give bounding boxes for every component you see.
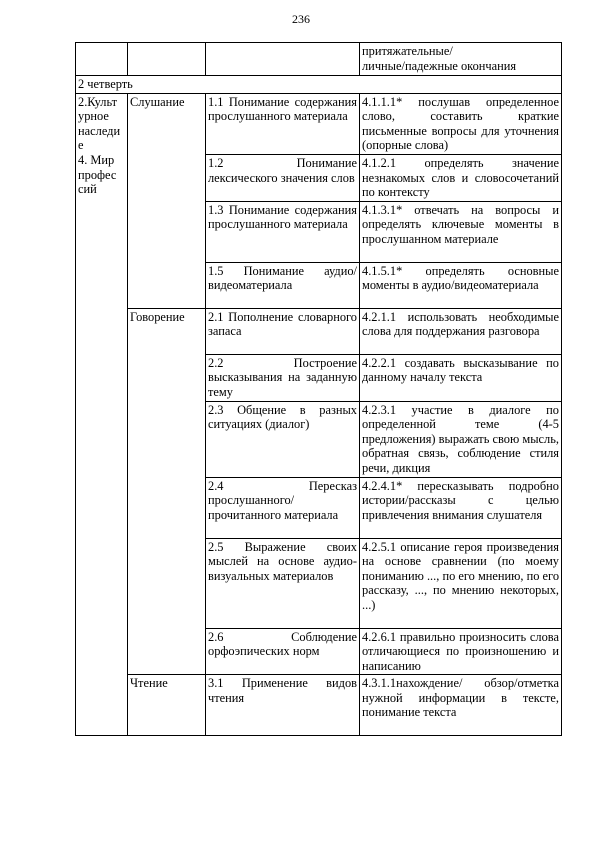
quarter-label: 2 четверть bbox=[76, 76, 562, 94]
theme-cell bbox=[76, 93, 128, 736]
subskill-cell: 2.2 Построение высказывания на заданную тему bbox=[206, 354, 360, 401]
page-number: 236 bbox=[292, 12, 310, 26]
table-cell bbox=[206, 43, 360, 76]
subskill-cell: 2.4 Пересказ прослушанного/прочитанного материала bbox=[206, 477, 360, 538]
table-row bbox=[76, 308, 562, 354]
theme-item: 2.Культ урное наследи е bbox=[78, 94, 121, 153]
table-row bbox=[76, 675, 562, 736]
table-cell bbox=[76, 43, 128, 76]
subskill-cell: 1.1 Понимание содержания прослушанного материала bbox=[206, 93, 360, 154]
subskill-cell: 2.5 Выражение своих мыслей на основе аудио-визуальных материалов bbox=[206, 538, 360, 628]
objective-cell: 4.2.4.1* пересказывать подробно истории/рассказы с целью привлечения внимания слушателя bbox=[360, 477, 562, 538]
table-row bbox=[76, 43, 562, 76]
subskill-cell: 1.2 Понимание лексического значения слов bbox=[206, 154, 360, 201]
subskill-cell: 2.3 Общение в разных ситуациях (диалог) bbox=[206, 401, 360, 477]
subskill-cell: 1.3 Понимание содержания прослушанного материала bbox=[206, 201, 360, 262]
table-row bbox=[76, 76, 562, 94]
curriculum-table bbox=[75, 42, 562, 736]
subskill-cell: 2.6 Соблюдение орфоэпических норм bbox=[206, 628, 360, 675]
subskill-cell: 2.1 Пополнение словарного запаса bbox=[206, 308, 360, 354]
objective-cell: 4.2.1.1 использовать необходимые слова для поддержания разговора bbox=[360, 308, 562, 354]
theme-item: 4. Мир профес сий bbox=[78, 152, 117, 197]
objective-cell: 4.1.5.1* определять основные моменты в аудио/видеоматериала bbox=[360, 262, 562, 308]
subskill-cell: 1.5 Понимание аудио/видеоматериала bbox=[206, 262, 360, 308]
objective-cell: 4.2.5.1 описание героя произведения на основе сравнении (по моему пониманию ..., по его мнению, по его рассказу, ..., по мнению некоторых, ...) bbox=[360, 538, 562, 628]
objective-cell: 4.1.3.1* отвечать на вопросы и определять ключевые моменты в прослушанном материале bbox=[360, 201, 562, 262]
objective-cell: 4.2.6.1 правильно произносить слова отличающиеся по произношению и написанию bbox=[360, 628, 562, 675]
table-cell-objective: притяжательные/ личные/падежные окончания bbox=[360, 43, 562, 76]
objective-cell: 4.1.1.1* послушав определенное слово, составить краткие письменные вопросы для уточнения (опорные слова) bbox=[360, 93, 562, 154]
section-name: Слушание bbox=[128, 93, 206, 308]
objective-cell: 4.2.2.1 создавать высказывание по данному началу текста bbox=[360, 354, 562, 401]
objective-cell: 4.3.1.1нахождение/ обзор/отметка нужной информации в тексте, понимание текста bbox=[360, 675, 562, 736]
objective-cell: 4.2.3.1 участие в диалоге по определенной теме (4-5 предложения) выражать свою мысль, обратная связь, соблюдение стиля речи, дикция bbox=[360, 401, 562, 477]
table-row bbox=[76, 93, 562, 154]
objective-cell: 4.1.2.1 определять значение незнакомых слов и словосочетаний по контексту bbox=[360, 154, 562, 201]
table-cell bbox=[128, 43, 206, 76]
section-name: Говорение bbox=[128, 308, 206, 675]
subskill-cell: 3.1 Применение видов чтения bbox=[206, 675, 360, 736]
section-name: Чтение bbox=[128, 675, 206, 736]
